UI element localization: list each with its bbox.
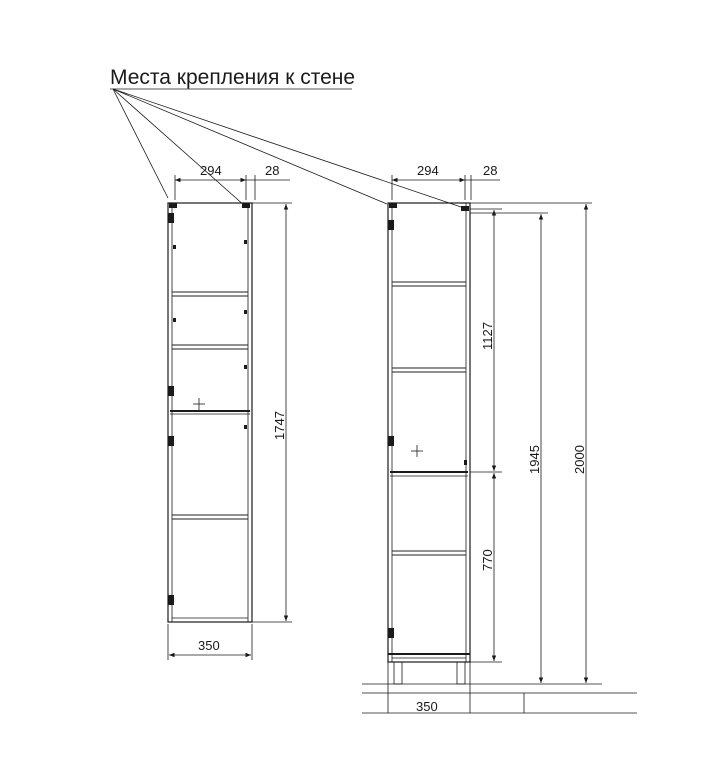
left-dimension-width — [168, 624, 252, 660]
right-total-height-label: 2000 — [572, 445, 587, 474]
left-height-label: 1747 — [272, 411, 287, 440]
right-dimension-width — [388, 662, 470, 714]
floor — [362, 684, 637, 713]
left-cabinet — [168, 203, 252, 622]
left-top-depth-label: 294 — [200, 163, 222, 178]
left-top-gap-label: 28 — [265, 163, 280, 178]
left-cabinet-body — [168, 203, 252, 622]
right-top-gap-label: 28 — [483, 163, 498, 178]
right-dimension-upper — [480, 210, 495, 471]
right-top-depth-label: 294 — [417, 163, 439, 178]
left-wall-mounts — [169, 203, 250, 208]
right-center-mark — [411, 445, 423, 457]
right-cabinet-legs — [394, 662, 465, 684]
right-cabinet — [388, 203, 470, 684]
right-lower-height-label: 770 — [480, 549, 495, 571]
left-shelf-pins — [173, 240, 247, 429]
left-hinges — [168, 213, 174, 605]
right-dimension-lower — [480, 473, 495, 661]
right-cabinet-shelves — [392, 282, 466, 555]
right-dimension-total — [572, 204, 587, 683]
mounting-points-label: Места крепления к стене — [110, 66, 356, 89]
right-body-height-label: 1945 — [527, 445, 542, 474]
right-dimension-top — [392, 163, 500, 200]
right-hinges — [388, 220, 394, 638]
right-width-label: 350 — [416, 699, 438, 714]
left-center-mark — [193, 398, 205, 410]
right-extension-lines — [470, 203, 592, 662]
mounting-leader-lines — [113, 89, 464, 208]
right-shelf-pins — [464, 460, 467, 465]
left-cabinet-shelves — [172, 292, 248, 519]
right-cabinet-body — [388, 203, 470, 662]
right-wall-mounts — [389, 203, 469, 211]
right-dimension-body — [527, 214, 542, 683]
right-upper-height-label: 1127 — [480, 322, 495, 350]
left-dimension-height — [252, 203, 292, 622]
left-width-label: 350 — [198, 638, 220, 653]
